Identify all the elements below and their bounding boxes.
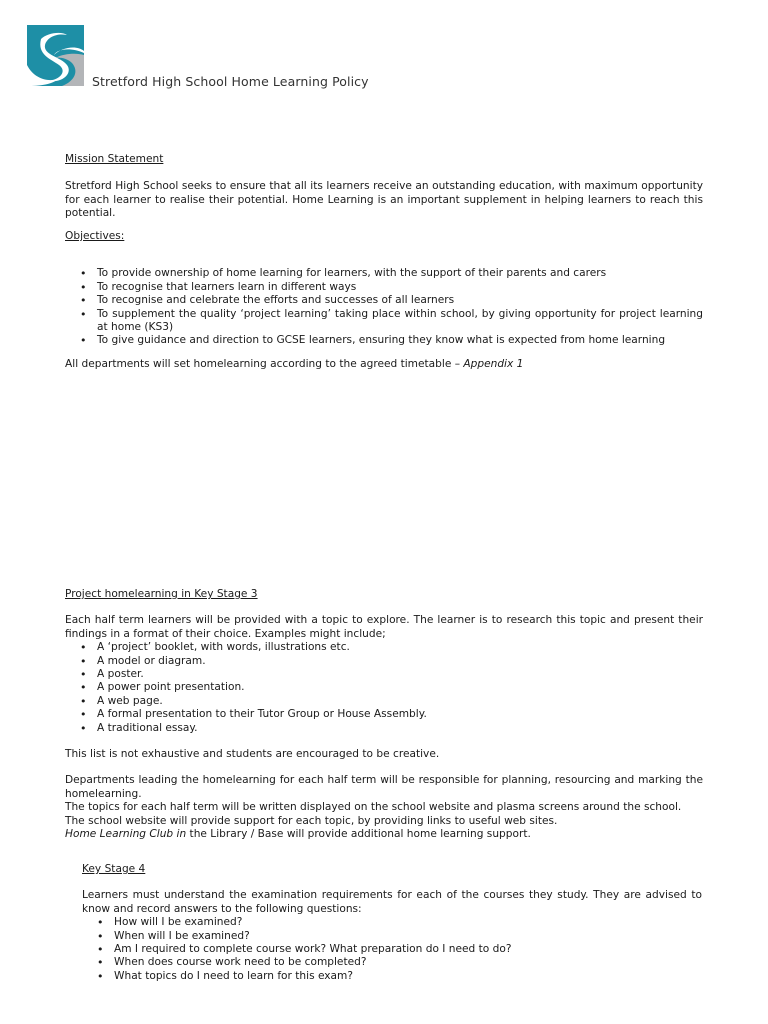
ks4-intro: Learners must understand the examination requirements for each of the courses they study. They are advised to know and record answers to the following questions: — [82, 889, 702, 915]
document-title: Stretford High School Home Learning Policy — [92, 74, 369, 89]
ks3-heading: Project homelearning in Key Stage 3 — [65, 588, 258, 600]
ks3-departments: Departments leading the homelearning for each half term will be responsible for planning, resourcing and marking the homelearning. — [65, 774, 703, 800]
question-item: • When does course work need to be completed? — [82, 956, 702, 969]
ks3-section — [65, 588, 703, 842]
objective-item: • To give guidance and direction to GCSE learners, ensuring they know what is expected from home learning — [65, 334, 703, 347]
ks3-topics: The topics for each half term will be written displayed on the school website and plasma screens around the school. — [65, 801, 682, 814]
ks3-note: This list is not exhaustive and students are encouraged to be creative. — [65, 748, 440, 761]
objective-item: • To recognise that learners learn in different ways — [65, 281, 703, 294]
example-item: • A traditional essay. — [65, 722, 703, 735]
question-item: • Am I required to complete course work? What preparation do I need to do? — [82, 943, 702, 956]
school-logo — [27, 25, 84, 86]
question-item: • How will I be examined? — [82, 916, 702, 929]
example-item: • A ‘project’ booklet, with words, illustrations etc. — [65, 641, 703, 654]
appendix-reference: Appendix 1 — [463, 357, 524, 370]
home-learning-club-rest: the Library / Base will provide additional home learning support. — [186, 828, 531, 841]
question-item: • When will I be examined? — [82, 930, 702, 943]
objectives-heading: Objectives: — [65, 230, 125, 242]
timetable-note — [65, 358, 703, 371]
mission-heading: Mission Statement — [65, 153, 164, 165]
school-logo-icon — [27, 25, 84, 86]
ks4-heading: Key Stage 4 — [82, 863, 146, 875]
timetable-prefix: All departments will set homelearning according to the agreed timetable – — [65, 357, 464, 370]
ks3-examples-list — [65, 641, 703, 735]
mission-text: Stretford High School seeks to ensure that all its learners receive an outstanding education, with maximum opportunity for each learner to realise their potential. Home Learning is an important supplement in helping learners to reach this potential. — [65, 180, 703, 220]
example-item: • A web page. — [65, 695, 703, 708]
example-item: • A poster. — [65, 668, 703, 681]
objectives-section — [65, 230, 703, 371]
objective-item: • To supplement the quality ‘project learning’ taking place within school, by giving opportunity for project learning at home (KS3) — [65, 308, 703, 335]
objectives-list — [65, 267, 703, 347]
ks3-intro: Each half term learners will be provided with a topic to explore. The learner is to research this topic and present their findings in a format of their choice. Examples might include; — [65, 614, 703, 640]
ks4-section — [82, 863, 702, 983]
example-item: • A power point presentation. — [65, 681, 703, 694]
ks3-website: The school website will provide support for each topic, by providing links to useful web sites. — [65, 814, 558, 827]
objective-item: • To provide ownership of home learning for learners, with the support of their parents and carers — [65, 267, 703, 280]
example-item: • A formal presentation to their Tutor Group or House Assembly. — [65, 708, 703, 721]
home-learning-club: Home Learning Club in — [65, 828, 187, 841]
objective-item: • To recognise and celebrate the efforts and successes of all learners — [65, 294, 703, 307]
ks3-club — [65, 828, 703, 841]
question-item: • What topics do I need to learn for this exam? — [82, 970, 702, 983]
ks4-questions-list — [82, 916, 702, 983]
mission-section — [65, 153, 703, 221]
example-item: • A model or diagram. — [65, 655, 703, 668]
